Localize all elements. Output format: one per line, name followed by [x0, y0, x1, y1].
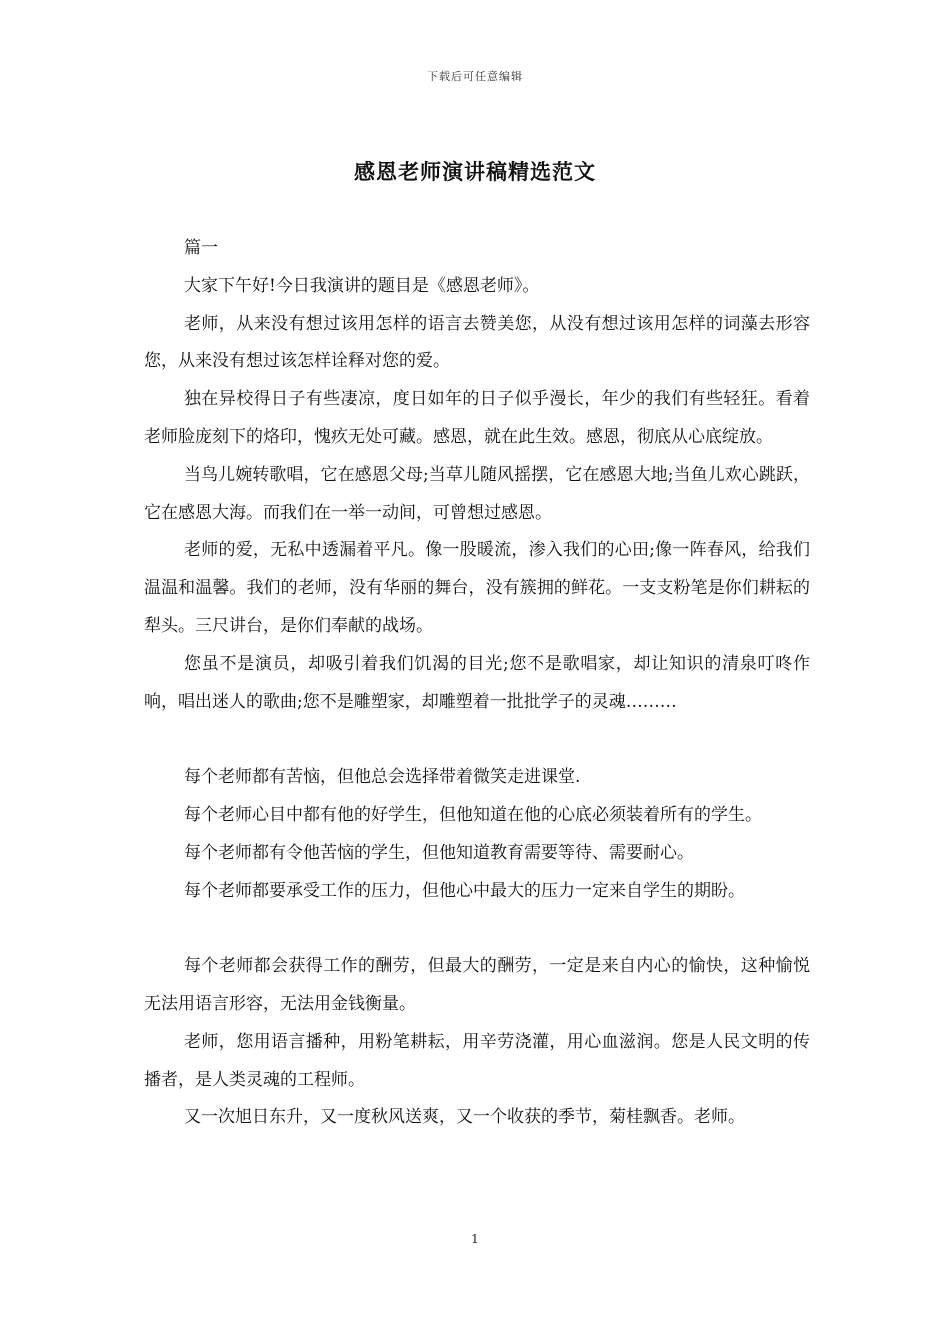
paragraph: 大家下午好!今日我演讲的题目是《感恩老师》。 [184, 275, 540, 296]
paragraph-spacer [144, 721, 810, 759]
page-number: 1 [471, 1232, 479, 1246]
paragraph-spacer [144, 910, 810, 948]
paragraph: 老师，从来没有想过该用怎样的语言去赞美您，从没有想过该用怎样的词藻去形容您，从来没有想过该怎样诠释对您的爱。 [144, 313, 810, 372]
paragraph: 每个老师都要承受工作的压力，但他心中最大的压力一定来自学生的期盼。 [184, 880, 745, 901]
paragraph: 每个老师都有令他苦恼的学生，但他知道教育需要等待、需要耐心。 [184, 842, 694, 863]
paragraph: 老师的爱，无私中透漏着平凡。像一股暖流，渗入我们的心田;像一阵春风，给我们温温和温馨。我们的老师，没有华丽的舞台，没有簇拥的鲜花。一支支粉笔是你们耕耘的犁头。三尺讲台，是你们奉献的战场。 [144, 540, 810, 636]
document-title: 感恩老师演讲稿精选范文 [354, 160, 596, 184]
paragraph: 篇一 [184, 238, 218, 258]
paragraph: 您虽不是演员，却吸引着我们饥渴的目光;您不是歌唱家，却让知识的清泉叮咚作响，唱出迷人的歌曲;您不是雕塑家，却雕塑着一批批学子的灵魂……… [144, 653, 810, 712]
paragraph: 当鸟儿婉转歌唱，它在感恩父母;当草儿随风摇摆，它在感恩大地;当鱼儿欢心跳跃，它在感恩大海。而我们在一举一动间，可曾想过感恩。 [144, 464, 810, 523]
paragraph: 独在异校得日子有些凄凉，度日如年的日子似乎漫长，年少的我们有些轻狂。看着老师脸庞刻下的烙印，愧疚无处可藏。感恩，就在此生效。感恩，彻底从心底绽放。 [144, 389, 810, 447]
paragraph: 每个老师心目中都有他的好学生，但他知道在他的心底必须装着所有的学生。 [184, 804, 762, 825]
header-note: 下载后可任意编辑 [427, 70, 523, 83]
document-body [144, 230, 810, 1137]
paragraph: 每个老师都会获得工作的酬劳，但最大的酬劳，一定是来自内心的愉快，这种愉悦无法用语言形容，无法用金钱衡量。 [144, 956, 810, 1014]
paragraph: 每个老师都有苦恼，但他总会选择带着微笑走进课堂. [184, 767, 581, 788]
paragraph: 又一次旭日东升，又一度秋风送爽，又一个收获的季节，菊桂飘香。老师。 [184, 1107, 745, 1128]
paragraph: 老师，您用语言播种，用粉笔耕耘，用辛劳浇灌，用心血滋润。您是人民文明的传播者，是人类灵魂的工程师。 [144, 1031, 810, 1090]
